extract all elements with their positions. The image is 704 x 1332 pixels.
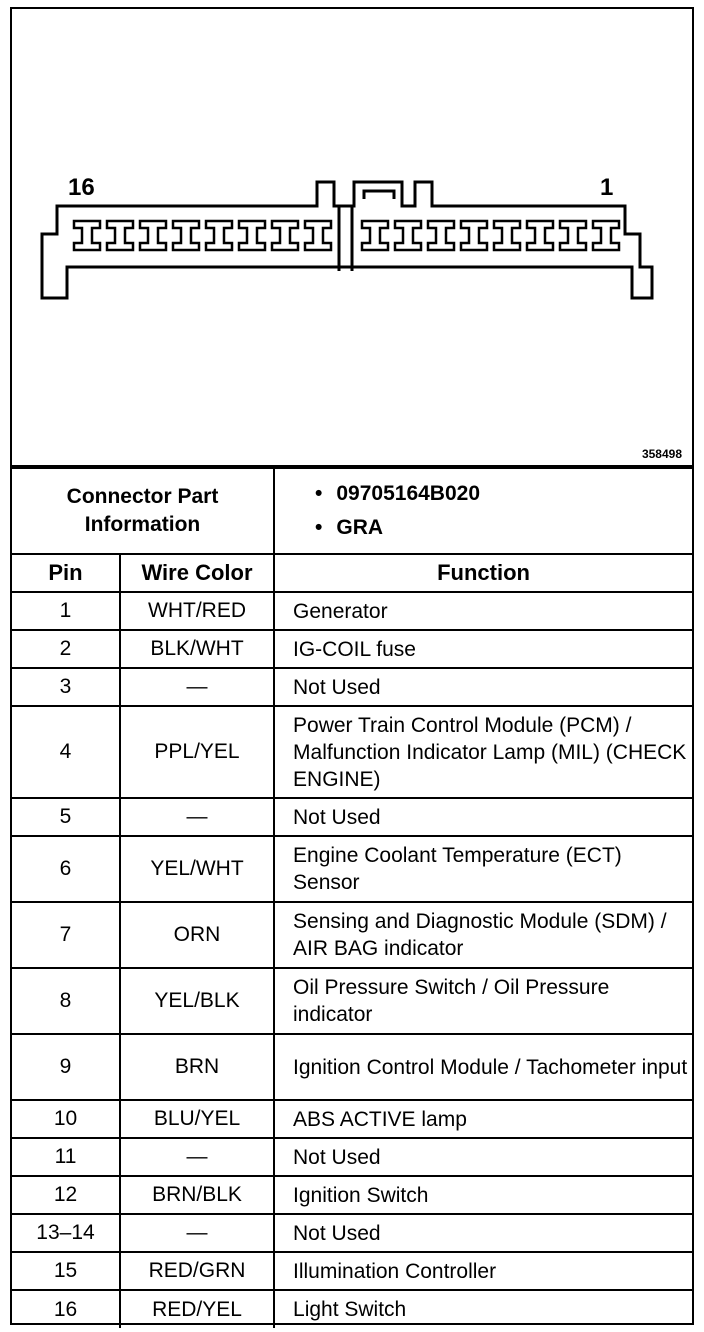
wire-color-cell: PPL/YEL	[120, 706, 274, 798]
pin-cavity	[461, 221, 487, 250]
pin-cavity	[560, 221, 586, 250]
connector-pinout-frame	[10, 7, 694, 1325]
pin-cell: 7	[12, 902, 120, 968]
wire-color-cell: BLK/WHT	[120, 630, 274, 668]
function-cell: Ignition Control Module / Tachometer input	[274, 1034, 692, 1100]
table-row	[12, 1176, 692, 1214]
pin-cavity	[74, 221, 100, 250]
pin-cavity	[395, 221, 421, 250]
table-row	[12, 1252, 692, 1290]
pin-cavity	[272, 221, 298, 250]
function-cell: ABS ACTIVE lamp	[274, 1100, 692, 1138]
pin-cell: 6	[12, 836, 120, 902]
wire-color-cell: BRN/BLK	[120, 1176, 274, 1214]
pin-cell: 9	[12, 1034, 120, 1100]
function-cell: Ignition Switch	[274, 1176, 692, 1214]
wire-color-cell: YEL/BLK	[120, 968, 274, 1034]
table-row	[12, 798, 692, 836]
part-number: • 09705164B020	[315, 477, 692, 511]
wire-color-cell: —	[120, 798, 274, 836]
table-row	[12, 1034, 692, 1100]
pin-cell: 1	[12, 592, 120, 630]
table-row	[12, 630, 692, 668]
pin-cavity-row	[74, 221, 619, 250]
function-cell: Not Used	[274, 1138, 692, 1176]
table-row	[12, 706, 692, 798]
pin-cell: 2	[12, 630, 120, 668]
wire-color-cell: RED/YEL	[120, 1290, 274, 1328]
pin-cell: 8	[12, 968, 120, 1034]
table-row	[12, 1290, 692, 1328]
pin-1-label: 1	[600, 174, 614, 201]
pin-cavity	[173, 221, 199, 250]
function-cell: Not Used	[274, 1214, 692, 1252]
wire-color-cell: RED/GRN	[120, 1252, 274, 1290]
function-cell: Oil Pressure Switch / Oil Pressure indicator	[274, 968, 692, 1034]
function-cell: Generator	[274, 592, 692, 630]
pin-cavity	[107, 221, 133, 250]
pin-16-label: 16	[68, 174, 95, 201]
figure-id: 358498	[641, 447, 682, 461]
function-cell: Not Used	[274, 798, 692, 836]
wire-color-cell: BRN	[120, 1034, 274, 1100]
connector-diagram	[12, 9, 692, 467]
function-cell: Light Switch	[274, 1290, 692, 1328]
pin-cavity	[362, 221, 388, 250]
table-row	[12, 668, 692, 706]
wire-color-cell: ORN	[120, 902, 274, 968]
table-row	[12, 1214, 692, 1252]
pin-cavity	[593, 221, 619, 250]
pin-cell: 15	[12, 1252, 120, 1290]
table-row	[12, 1100, 692, 1138]
pin-cavity	[305, 221, 331, 250]
function-header: Function	[274, 554, 692, 592]
table-header-row	[12, 554, 692, 592]
wire-color-cell: YEL/WHT	[120, 836, 274, 902]
wire-color-cell: —	[120, 1214, 274, 1252]
table-row	[12, 902, 692, 968]
connector-info-row	[12, 468, 692, 554]
connector-part-info-label: Connector Part Information	[12, 468, 274, 554]
wire-color-cell: BLU/YEL	[120, 1100, 274, 1138]
pin-cell: 16	[12, 1290, 120, 1328]
pin-cavity	[206, 221, 232, 250]
pin-header: Pin	[12, 554, 120, 592]
pin-cell: 11	[12, 1138, 120, 1176]
table-row	[12, 1138, 692, 1176]
pin-cell: 10	[12, 1100, 120, 1138]
pin-cavity	[239, 221, 265, 250]
pin-cell: 3	[12, 668, 120, 706]
pin-cell: 13–14	[12, 1214, 120, 1252]
pinout-table	[12, 467, 692, 1328]
pin-cavity	[494, 221, 520, 250]
connector-part-info-list	[274, 468, 692, 554]
part-color: • GRA	[315, 511, 692, 545]
wire-color-header: Wire Color	[120, 554, 274, 592]
function-cell: Not Used	[274, 668, 692, 706]
function-cell: Sensing and Diagnostic Module (SDM) / AIR BAG indicator	[274, 902, 692, 968]
pin-cavity	[140, 221, 166, 250]
wire-color-cell: —	[120, 668, 274, 706]
connector-face-drawing	[12, 9, 692, 465]
wire-color-cell: —	[120, 1138, 274, 1176]
table-row	[12, 592, 692, 630]
wire-color-cell: WHT/RED	[120, 592, 274, 630]
table-row	[12, 836, 692, 902]
pin-cell: 4	[12, 706, 120, 798]
pin-cell: 5	[12, 798, 120, 836]
function-cell: Illumination Controller	[274, 1252, 692, 1290]
function-cell: IG-COIL fuse	[274, 630, 692, 668]
pin-cavity	[527, 221, 553, 250]
table-row	[12, 968, 692, 1034]
function-cell: Engine Coolant Temperature (ECT) Sensor	[274, 836, 692, 902]
function-cell: Power Train Control Module (PCM) / Malfunction Indicator Lamp (MIL) (CHECK ENGINE)	[274, 706, 692, 798]
pin-cavity	[428, 221, 454, 250]
pin-cell: 12	[12, 1176, 120, 1214]
